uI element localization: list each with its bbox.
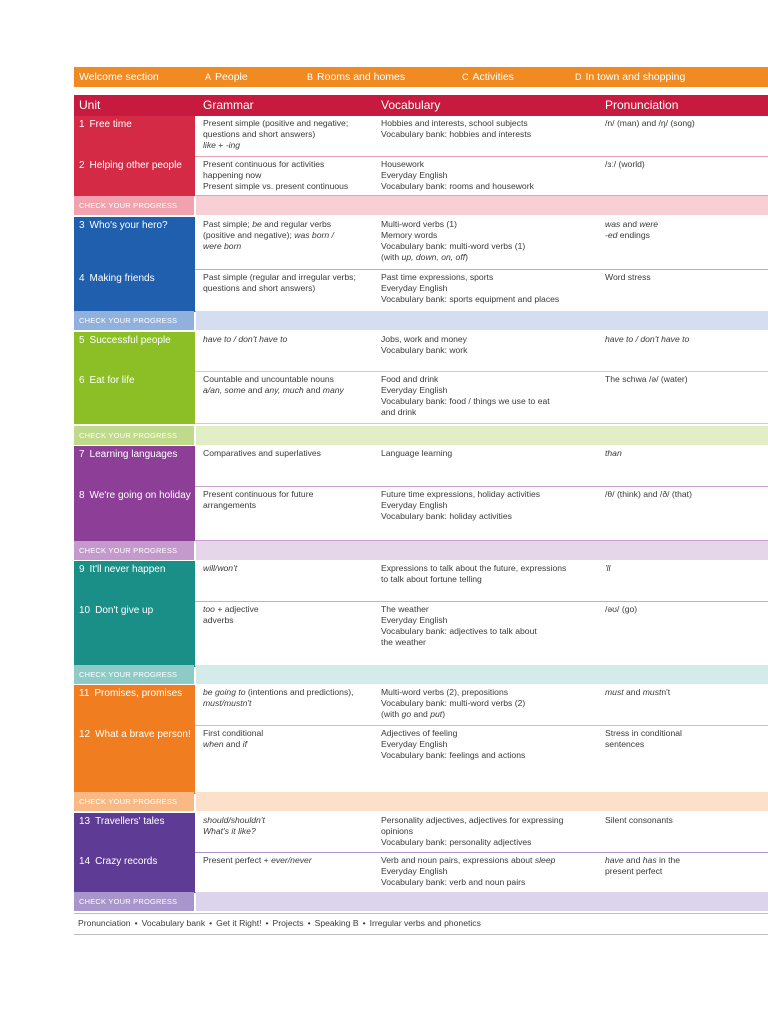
check-progress-label: CHECK YOUR PROGRESS	[74, 426, 194, 445]
pronunciation-cell: 'll	[605, 563, 611, 573]
unit-row-10	[74, 602, 768, 667]
unit-cell	[74, 726, 195, 794]
grammar-cell: First conditional when and if	[203, 728, 264, 749]
unit-cell	[74, 270, 195, 312]
unit-row-12	[74, 726, 768, 794]
unit-title: 12 What a brave person!	[79, 729, 191, 740]
unit-cell	[74, 602, 195, 667]
welcome-section-title: Welcome section	[79, 71, 159, 83]
check-progress-label: CHECK YOUR PROGRESS	[74, 311, 194, 330]
check-progress-band	[196, 892, 768, 911]
unit-row-7	[74, 446, 768, 487]
welcome-item-a: A People	[205, 71, 248, 83]
grammar-cell: Comparatives and superlatives	[203, 448, 321, 458]
check-progress-label: CHECK YOUR PROGRESS	[74, 541, 194, 560]
unit-title: 3 Who's your hero?	[79, 220, 168, 231]
vocabulary-cell: Past time expressions, sports Everyday English Vocabulary bank: sports equipment and places	[381, 272, 560, 304]
unit-title: 5 Successful people	[79, 335, 171, 346]
row-divider	[195, 423, 768, 424]
unit-title: 10 Don't give up	[79, 605, 154, 616]
bullet-icon: •	[307, 918, 311, 928]
check-progress-band	[196, 665, 768, 684]
footer-item: Vocabulary bank	[141, 918, 206, 928]
welcome-item-d: D In town and shopping	[575, 71, 686, 83]
pronunciation-cell: than	[605, 448, 622, 458]
footer-item: Irregular verbs and phonetics	[369, 918, 481, 928]
check-progress-label: CHECK YOUR PROGRESS	[74, 665, 194, 684]
unit-title: 2 Helping other people	[79, 160, 182, 171]
grammar-cell: should/shouldn't What's it like?	[203, 815, 265, 836]
unit-title: 4 Making friends	[79, 273, 155, 284]
grammar-cell: too + adjective adverbs	[203, 604, 259, 625]
footer-item: Pronunciation	[78, 918, 131, 928]
unit-cell	[74, 157, 195, 196]
check-progress-band	[196, 792, 768, 811]
grammar-cell: be going to (intentions and predictions), must/mustn't	[203, 687, 354, 708]
unit-row-6	[74, 372, 768, 424]
welcome-item-c: C Activities	[462, 71, 514, 83]
footer-bar	[74, 913, 768, 935]
vocabulary-cell: Housework Everyday English Vocabulary bank: rooms and housework	[381, 159, 534, 191]
grammar-cell: have to / don't have to	[203, 334, 288, 344]
header-grammar: Grammar	[203, 98, 254, 112]
unit-cell	[74, 217, 195, 270]
check-progress-label: CHECK YOUR PROGRESS	[74, 792, 194, 811]
check-progress-row	[74, 792, 768, 811]
vocabulary-cell: Jobs, work and money Vocabulary bank: work	[381, 334, 468, 355]
unit-title: 11 Promises, promises	[79, 688, 183, 699]
check-progress-row	[74, 541, 768, 560]
unit-title: 7 Learning languages	[79, 449, 178, 460]
unit-row-3	[74, 217, 768, 270]
check-progress-row	[74, 311, 768, 330]
unit-row-13	[74, 813, 768, 853]
unit-cell	[74, 116, 195, 157]
pronunciation-cell: Word stress	[605, 272, 651, 282]
pronunciation-cell: must and mustn't	[605, 687, 671, 697]
unit-row-4	[74, 270, 768, 312]
table-header	[74, 95, 768, 116]
unit-row-5	[74, 332, 768, 372]
check-progress-label: CHECK YOUR PROGRESS	[74, 196, 194, 215]
unit-row-2	[74, 157, 768, 196]
pronunciation-cell: have to / don't have to	[605, 334, 690, 344]
pronunciation-cell: /ɜː/ (world)	[605, 159, 645, 169]
check-progress-band	[196, 426, 768, 445]
vocabulary-cell: Food and drink Everyday English Vocabulary bank: food / things we use to eat and drink	[381, 374, 550, 417]
unit-cell	[74, 813, 195, 853]
bullet-icon: •	[209, 918, 213, 928]
unit-title: 9 It'll never happen	[79, 564, 166, 575]
unit-cell	[74, 372, 195, 424]
pronunciation-cell: The schwa /ə/ (water)	[605, 374, 688, 384]
grammar-cell: Past simple (regular and irregular verbs; questions and short answers)	[203, 272, 356, 293]
pronunciation-cell: /əʊ/ (go)	[605, 604, 638, 614]
check-progress-label: CHECK YOUR PROGRESS	[74, 892, 194, 911]
unit-row-11	[74, 685, 768, 726]
unit-title: 8 We're going on holiday	[79, 490, 191, 501]
unit-row-1	[74, 116, 768, 157]
unit-cell	[74, 487, 195, 541]
pronunciation-cell: was and were -ed endings	[605, 219, 659, 240]
footer-item: Projects	[272, 918, 304, 928]
vocabulary-cell: Multi-word verbs (1) Memory words Vocabulary bank: multi-word verbs (1) (with up, down, on, off)	[381, 219, 526, 262]
check-progress-row	[74, 426, 768, 445]
unit-cell	[74, 685, 195, 726]
grammar-cell: will/won't	[203, 563, 238, 573]
welcome-item-b: B Rooms and homes	[307, 71, 406, 83]
grammar-cell: Present perfect + ever/never	[203, 855, 312, 865]
grammar-cell: Present simple (positive and negative; questions and short answers) like + -ing	[203, 118, 349, 150]
unit-title: 14 Crazy records	[79, 856, 158, 867]
pronunciation-cell: /θ/ (think) and /ð/ (that)	[605, 489, 692, 499]
vocabulary-cell: Verb and noun pairs, expressions about sleep Everyday English Vocabulary bank: verb and noun pairs	[381, 855, 556, 887]
vocabulary-cell: Adjectives of feeling Everyday English Vocabulary bank: feelings and actions	[381, 728, 526, 760]
bullet-icon: •	[134, 918, 138, 928]
footer-item: Get it Right!	[216, 918, 262, 928]
check-progress-band	[196, 311, 768, 330]
unit-cell	[74, 853, 195, 893]
vocabulary-cell: Language learning	[381, 448, 453, 458]
unit-cell	[74, 446, 195, 487]
vocabulary-cell: Multi-word verbs (2), prepositions Vocabulary bank: multi-word verbs (2) (with go and put)	[381, 687, 526, 719]
footer-items	[78, 914, 481, 933]
bullet-icon: •	[265, 918, 269, 928]
check-progress-row	[74, 892, 768, 911]
grammar-cell: Countable and uncountable nouns a/an, some and any, much and many	[203, 374, 344, 395]
header-unit: Unit	[79, 98, 101, 112]
pronunciation-cell: Silent consonants	[605, 815, 673, 825]
grammar-cell: Past simple; be and regular verbs (positive and negative); was born / were born	[203, 219, 334, 251]
vocabulary-cell: Personality adjectives, adjectives for expressing opinions Vocabulary bank: personality adjectives	[381, 815, 564, 847]
unit-title: 13 Travellers' tales	[79, 816, 165, 827]
header-vocabulary: Vocabulary	[381, 98, 441, 112]
vocabulary-cell: Expressions to talk about the future, expressions to talk about fortune telling	[381, 563, 567, 584]
check-progress-row	[74, 196, 768, 215]
pronunciation-cell: /n/ (man) and /ŋ/ (song)	[605, 118, 695, 128]
unit-cell	[74, 332, 195, 372]
footer-item: Speaking B	[314, 918, 359, 928]
check-progress-band	[196, 541, 768, 560]
vocabulary-cell: Hobbies and interests, school subjects Vocabulary bank: hobbies and interests	[381, 118, 532, 139]
check-progress-band	[196, 196, 768, 215]
unit-title: 6 Eat for life	[79, 375, 135, 386]
unit-cell	[74, 561, 195, 602]
vocabulary-cell: The weather Everyday English Vocabulary bank: adjectives to talk about the weather	[381, 604, 537, 647]
vocabulary-cell: Future time expressions, holiday activities Everyday English Vocabulary bank: holiday activities	[381, 489, 541, 521]
check-progress-row	[74, 665, 768, 684]
grammar-cell: Present continuous for activities happening now Present simple vs. present continuous	[203, 159, 349, 191]
pronunciation-cell: Stress in conditional sentences	[605, 728, 682, 749]
unit-row-9	[74, 561, 768, 602]
unit-title: 1 Free time	[79, 119, 132, 130]
unit-row-8	[74, 487, 768, 541]
bullet-icon: •	[362, 918, 366, 928]
grammar-cell: Present continuous for future arrangements	[203, 489, 314, 510]
header-pronunciation: Pronunciation	[605, 98, 679, 112]
pronunciation-cell: have and has in the present perfect	[605, 855, 681, 876]
unit-row-14	[74, 853, 768, 893]
welcome-section-bar	[74, 67, 768, 87]
